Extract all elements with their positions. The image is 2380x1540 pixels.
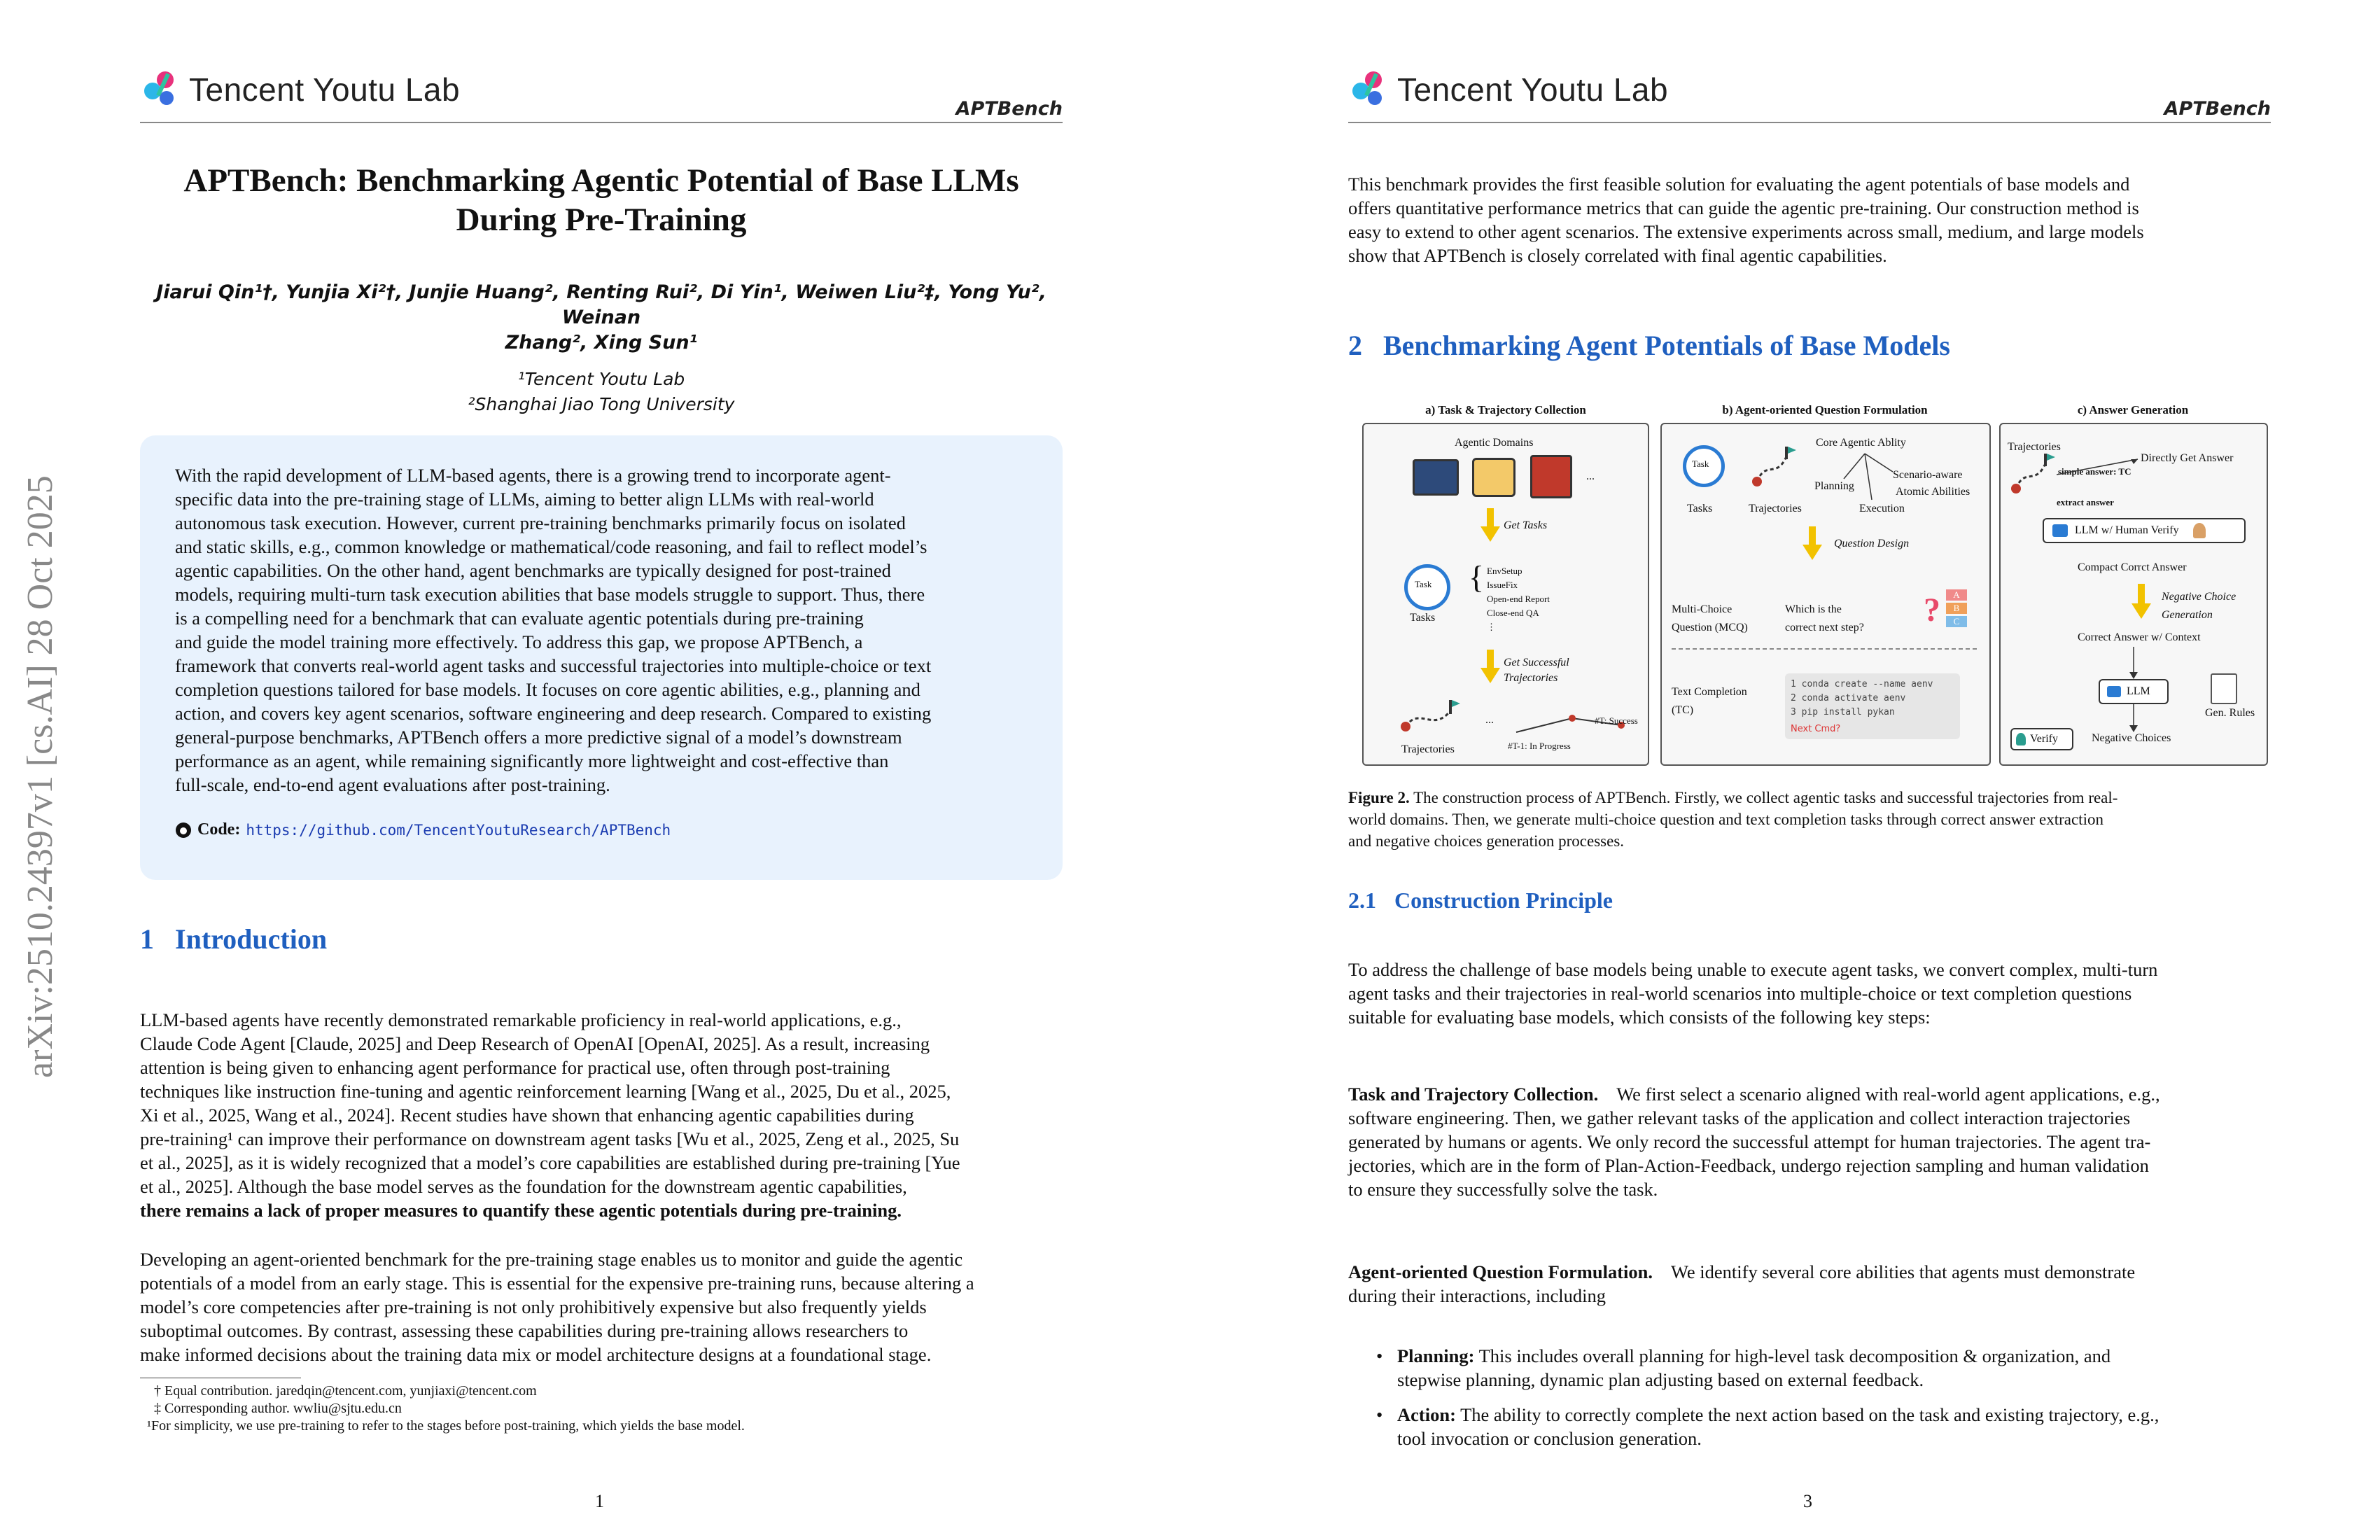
choice-list: A B C: [1946, 589, 1967, 627]
footnotes: † Equal contribution. jaredqin@tencent.com, yunjiaxi@tencent.com ‡ Corresponding author. wwliu@sjtu.edu.cn ¹For simplicity, we use pre-training to refer to the stages before post-training, which yields the base model.: [147, 1383, 745, 1434]
figure-2-caption: Figure 2. The construction process of APTBench. Firstly, we collect agentic tasks and successful trajectories from real- world domains. Then, we generate multi-choice question and text completion tasks through correct answer extraction and negative choices generation processes.: [1348, 789, 2118, 850]
intro-paragraph-1: LLM-based agents have recently demonstrated remarkable proficiency in real-world applications, e.g., Claude Code Agent [Claude, 2025] and Deep Research of OpenAI [OpenAI, 2025]. As a result, increasing attention is being given to enhancing agent performance for practical use, often through post-training techniques like instruction fine-tuning and agentic reinforcement learning [Wang et al., 2025, Du et al., 2025, Xi et al., 2025, Wang et al., 2024]. Recent studies have shown that enhancing agentic capabilities during pre-training¹ can improve their performance on downstream agent tasks [Wu et al., 2025, Zeng et al., 2025, Su et al., 2025], as it is widely recognized that a model’s core capabilities are established during pre-training [Yue et al., 2025]. Although the base model serves as the foundation for the downstream agentic capabilities, there remains a lack of proper measures to quantify these agentic potentials during pre-training.: [140, 1009, 960, 1221]
arrow-get-trajectories: [1487, 650, 1494, 669]
question-formulation-paragraph: Agent-oriented Question Formulation. We identify several core abilities that agents must demonstrate during their interactions, including: [1348, 1261, 2136, 1306]
lab-name: Tencent Youtu Lab: [189, 71, 461, 108]
header-rule: [1348, 122, 2271, 123]
continued-intro: This benchmark provides the first feasible solution for evaluating the agent potentials of base models and offers quantitative performance metrics that can guide the agentic pre-training. Our construction method is easy to extend to other agent scenarios. The extensive experiments across small, medium, and large models show that APTBench is closely correlated with final agentic capabilities.: [1348, 174, 2144, 266]
paper-title: APTBench: Benchmarking Agentic Potential of Base LLMs During Pre-Training: [183, 162, 1019, 238]
list-item: • Planning: This includes overall planning for high-level task decomposition & organization, and stepwise planning, dynamic plan adjusting based on external feedback.: [1376, 1345, 2111, 1390]
section-2-heading: 2 Benchmarking Agent Potentials of Base Models: [1348, 330, 1950, 361]
page-number-right: 3: [1803, 1491, 1812, 1511]
code-url-link[interactable]: https://github.com/TencentYoutuResearch/APTBench: [246, 821, 671, 839]
abstract-box: [140, 435, 1063, 880]
figure-2: [1362, 399, 2265, 770]
question-mark-icon: ?: [1924, 592, 1940, 629]
running-title: APTBench: [955, 98, 1063, 120]
authors: Jiarui Qin¹†, Yunjia Xi²†, Junjie Huang², Renting Rui², Di Yin¹, Weiwen Liu²‡, Yong Yu², Weinan Zhang², Xing Sun¹: [156, 281, 1046, 354]
panel-a-title: a) Task & Trajectory Collection: [1425, 403, 1586, 416]
arxiv-stamp: arXiv:2510.24397v1 [cs.AI] 28 Oct 2025: [20, 475, 60, 1078]
arrow-get-tasks: [1487, 508, 1494, 528]
page-right: [1190, 0, 2380, 1540]
panel-c-title: c) Answer Generation: [2077, 403, 2189, 416]
task-list: EnvSetup IssueFix Open-end Report Close-end QA ⋮: [1487, 566, 1550, 632]
website-icon: [1472, 458, 1516, 497]
abstract-text: With the rapid development of LLM-based agents, there is a growing trend to incorporate agent- specific data into the pre-training stage of LLMs, aiming to better align LLMs with real-world autonomous task execution. However, current pre-training benchmarks primarily focus on isolated and static skills, e.g., common knowledge or mathematical/code reasoning, and fail to reflect model’s agentic capabilities. On the other hand, agent benchmarks are typically designed for post-trained models, requiring multi-turn task execution abilities that base models struggle to support. Thus, there is a compelling need for a benchmark that can evaluate agentic potentials during pre-training and guide the model training more effectively. To address this gap, we propose APTBench, a framework that converts real-world agent tasks and successful trajectories into multiple-choice or text completion questions tailored for base models. It focuses on core agentic abilities, e.g., planning and action, and covers key agent scenarios, software engineering and deep research. Compared to existing general-purpose benchmarks, APTBench offers a more predictive signal of a model’s downstream performance as an agent, while remaining significantly more lightweight and cost-effective than full-scale, end-to-end agent evaluations after post-training.: [175, 465, 932, 795]
intro-paragraph-2: Developing an agent-oriented benchmark for the pre-training stage enables us to monitor and guide the agentic potentials of a model from an early stage. This is essential for the expensive pre-training runs, because altering a model’s core competencies after pre-training is not only prohibitively expensive but also frequently yields suboptimal outcomes. By contrast, assessing these capabilities during pre-training allows researchers to make informed decisions about the training data mix or model architecture designs at a foundational stage.: [140, 1249, 974, 1365]
header-logo: [140, 69, 460, 111]
panel-b-title: b) Agent-oriented Question Formulation: [1722, 403, 1928, 416]
subsection-2-1-heading: 2.1 Construction Principle: [1348, 888, 1613, 913]
section-1-heading: 1 Introduction: [140, 923, 328, 955]
page-number-left: 1: [595, 1491, 604, 1511]
tencent-youtu-logo-icon: [1348, 69, 1390, 111]
dashed-divider: [1672, 648, 1977, 650]
github-icon: [175, 822, 192, 839]
header-rule: [140, 122, 1063, 123]
store-icon: [1530, 455, 1572, 498]
ability-bullets: [1348, 1344, 2271, 1450]
list-item: • Action: The ability to correctly complete the next action based on the task and existing trajectory, e.g., tool invocation or conclusion generation.: [1376, 1404, 2160, 1449]
monitor-icon: [1413, 459, 1459, 496]
rules-icon: [2211, 673, 2237, 704]
ability-arrows: [1816, 451, 1914, 507]
tencent-youtu-logo-icon: [140, 69, 182, 111]
panel-b: Task Tasks Trajectories Core Agentic Ablity Planning Scenario-aware Atomic Abilities Execution Question Design Multi-Choice Question (MCQ) Which is the correct next step? ? A B C Text Completion (TC) 1 conda create --name aenv 2 conda activate aenv 3 pip install pykan Next Cmd?: [1660, 423, 1991, 766]
task-collection-paragraph: Task and Trajectory Collection. We first select a scenario aligned with real-world agent applications, e.g., software engineering. Then, we gather relevant tasks of the application and collect interaction trajectories generated by humans or agents. We only record the successful attempt for human trajectories. The agent tra- jectories, which are in the form of Plan-Action-Feedback, undergo rejection sampling and human validation to ensure they successfully solve the task.: [1348, 1084, 2160, 1200]
robot-icon: [2107, 686, 2121, 697]
panel-c: Trajectories simple answer: TC Directly Get Answer extract answer LLM w/ Human Verify Compact Corrct Answer Negative Choice Generation Correct Answer w/ Context LLM Gen. Rules Verify Negative Choices: [1999, 423, 2268, 766]
trajectory-icon: [2008, 452, 2057, 497]
verify-box: Verify: [2010, 728, 2073, 750]
arrow-question-design: [1809, 526, 1816, 546]
task-search-icon: Task: [1683, 445, 1725, 487]
header-logo-right: [1348, 69, 1668, 111]
running-title: APTBench: [2164, 98, 2271, 120]
affiliations: ¹Tencent Youtu Lab ²Shanghai Jiao Tong University: [468, 369, 735, 414]
task-search-icon: Task: [1404, 564, 1450, 610]
llm-box: LLM: [2099, 679, 2169, 704]
trajectory-path-icon: [1399, 699, 1462, 738]
llm-verify-box: LLM w/ Human Verify: [2043, 518, 2246, 543]
arrow-negative-gen: [2138, 584, 2145, 605]
lab-name: Tencent Youtu Lab: [1397, 71, 1669, 108]
panel-a: Agentic Domains ... Get Tasks Task Tasks { EnvSetup IssueFix Open-end Report Close-end QA ⋮ Get Successful Trajectories Trajectories ... #T-1: In Progress #T: Success: [1362, 423, 1649, 766]
trajectory-icon: [1749, 445, 1798, 490]
code-link-row: Code: https://github.com/TencentYoutuResearch/APTBench: [175, 820, 671, 839]
code-snippet: 1 conda create --name aenv 2 conda activate aenv 3 pip install pykan Next Cmd?: [1785, 673, 1960, 739]
human-icon: [2016, 733, 2026, 746]
principle-paragraph: To address the challenge of base models being unable to execute agent tasks, we convert complex, multi-turn agent tasks and their trajectories in real-world scenarios into multiple-choice or text completion questions suitable for evaluating base models, which consists of the following key steps:: [1348, 959, 2158, 1028]
robot-icon: [2052, 524, 2068, 537]
human-icon: [2193, 523, 2206, 538]
